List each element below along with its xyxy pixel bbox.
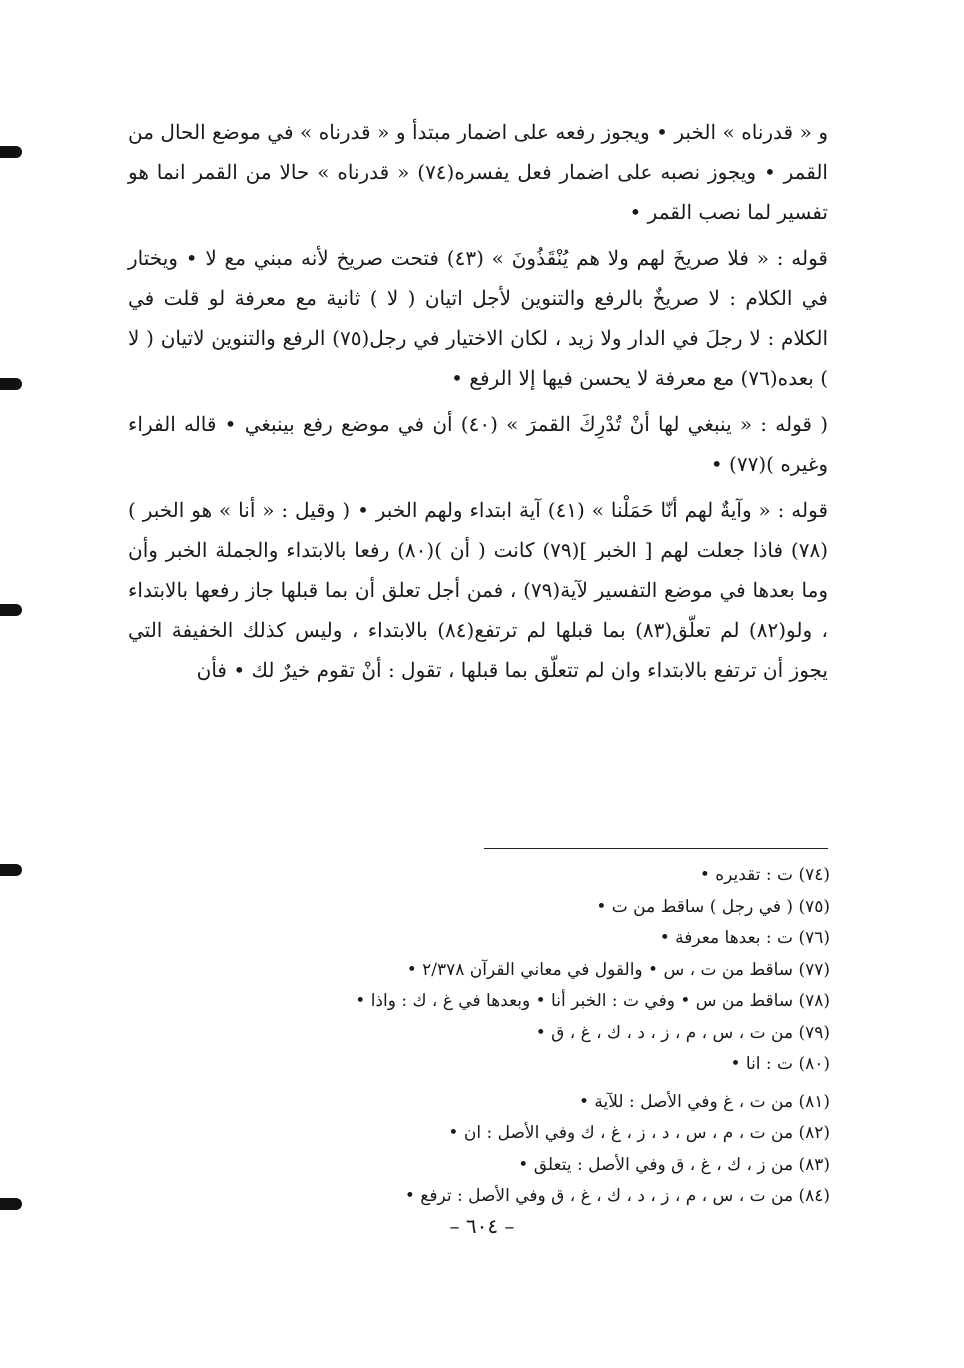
footnote: (٧٨) ساقط من س • وفي ت : الخبر أنا • وبعدها في غ ، ك : واذا •: [355, 991, 830, 1011]
paragraph: قوله : « فلا صريخَ لهم ولا هم يُنْقَذُونَ » (٤٣) فتحت صريخ لأنه مبني مع لا • ويختار في الكلام : لا صريخٌ بالرفع والتنوين لأجل اتيان ( لا ) ثانية مع معرفة لو قلت في الكلام : لا رجلَ في الدار ولا زيد ، لكان الاختيار في رجل(٧٥) الرفع والتنوين لاتيان ( لا ) بعده(٧٦) مع معرفة لا يحسن فيها إلا الرفع •: [128, 246, 828, 390]
paragraph: و « قدرناه » الخبر • ويجوز رفعه على اضمار مبتدأ و « قدرناه » في موضع الحال من القمر • ويجوز نصبه على اضمار فعل يفسره(٧٤) « قدرناه » حالا من القمر انما هو تفسير لما نصب القمر •: [128, 120, 828, 224]
footnotes-list: [150, 860, 830, 1213]
main-text: [128, 112, 828, 696]
footnote: (٨١) من ت ، غ وفي الأصل : للآية •: [578, 1091, 830, 1112]
binding-mark: [0, 1198, 22, 1210]
footnote: (٧٥) ( في رجل ) ساقط من ت •: [596, 896, 830, 917]
footnote: (٨٠) ت : انا •: [730, 1054, 830, 1074]
footnote: (٧٦) ت : بعدها معرفة •: [659, 928, 830, 948]
binding-mark: [0, 146, 22, 158]
binding-mark: [0, 864, 22, 876]
footnote: (٧٧) ساقط من ت ، س • والقول في معاني القرآن ٢/٣٧٨ •: [406, 959, 830, 980]
footnote-divider: [484, 848, 828, 849]
paragraph: قوله : « وآيةٌ لهم أنّا حَمَلْنا » (٤١) آية ابتداء ولهم الخبر • ( وقيل : « أنا » هو الخبر )(٧٨) فاذا جعلت لهم [ الخبر ](٧٩) كانت ( أن )(٨٠) رفعا بالابتداء والجملة الخبر وأن وما بعدها في موضع التفسير لآية(٧٩) ، فمن أجل تعلق أن بما قبلها جاز رفعها بالابتداء ، ولو(٨٢) لم تعلّق(٨٣) بما قبلها لم ترتفع(٨٤) بالابتداء ، وليس كذلك الخفيفة التي يجوز أن ترتفع بالابتداء وان لم تتعلّق بما قبلها ، تقول : أنْ تقوم خيرٌ لك • فأن: [128, 498, 829, 682]
footnote: (٨٣) من ز ، ك ، غ ، ق وفي الأصل : يتعلق •: [518, 1154, 830, 1175]
binding-mark: [0, 378, 22, 390]
footnote: (٧٤) ت : تقديره •: [699, 865, 830, 885]
footnote: (٨٤) من ت ، س ، م ، ز ، د ، ك ، غ ، ق وفي الأصل : ترفع •: [404, 1186, 830, 1206]
page-number: – ٦٠٤ –: [449, 1214, 515, 1238]
paragraph: ( قوله : « ينبغي لها أنْ تُدْرِكَ القمرَ » (٤٠) أن في موضع رفع بينبغي • قاله الفراء وغيره )(٧٧) •: [128, 412, 828, 476]
footnote: (٧٩) من ت ، س ، م ، ز ، د ، ك ، غ ، ق •: [535, 1022, 830, 1043]
binding-mark: [0, 604, 22, 616]
footnote: (٨٢) من ت ، م ، س ، د ، ز ، غ ، ك وفي الأصل : ان •: [448, 1123, 830, 1143]
